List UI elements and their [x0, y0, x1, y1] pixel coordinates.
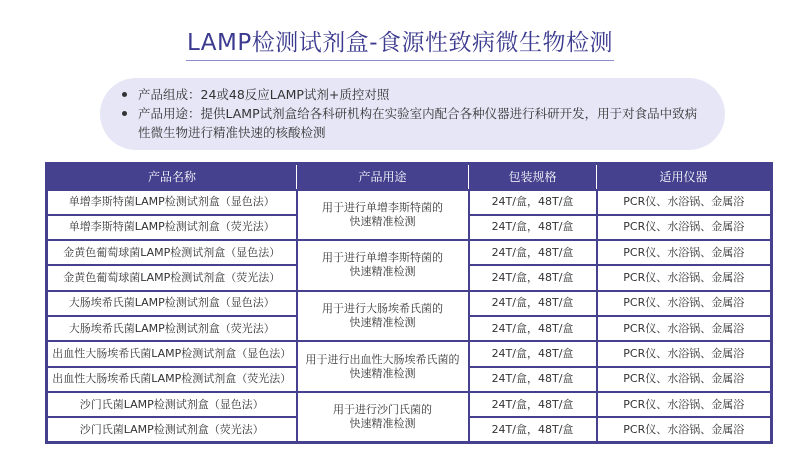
page-title: LAMP检测试剂盒-食源性致病微生物检测: [186, 30, 614, 56]
header-product-name: 产品名称: [47, 164, 297, 190]
table-row: [47, 190, 772, 215]
product-use-cell: [297, 392, 469, 443]
package-spec-cell: 24T/盒，48T/盒: [469, 341, 597, 366]
package-spec-cell: 24T/盒，48T/盒: [469, 240, 597, 265]
header-package-spec: 包装规格: [469, 164, 597, 190]
product-use-line: 用于进行沙门氏菌的: [333, 402, 432, 416]
product-name-cell: 大肠埃希氏菌LAMP检测试剂盒（荧光法）: [47, 316, 297, 341]
instrument-cell: PCR仪、水浴锅、金属浴: [597, 392, 772, 417]
package-spec-cell: 24T/盒，48T/盒: [469, 417, 597, 442]
product-name-cell: 大肠埃希氏菌LAMP检测试剂盒（显色法）: [47, 291, 297, 316]
bullet-icon: [122, 92, 127, 97]
product-use-cell: [297, 291, 469, 342]
instrument-cell: PCR仪、水浴锅、金属浴: [597, 190, 772, 215]
instrument-cell: PCR仪、水浴锅、金属浴: [597, 417, 772, 442]
product-purpose-item: [138, 104, 705, 142]
table-header-row: [47, 164, 772, 190]
instrument-cell: PCR仪、水浴锅、金属浴: [597, 341, 772, 366]
title-underline: [186, 60, 614, 61]
product-name-cell: 沙门氏菌LAMP检测试剂盒（荧光法）: [47, 417, 297, 442]
table-row: [47, 291, 772, 316]
table-row: [47, 341, 772, 366]
instrument-cell: PCR仪、水浴锅、金属浴: [597, 291, 772, 316]
package-spec-cell: 24T/盒，48T/盒: [469, 367, 597, 392]
product-use-line: 用于进行大肠埃希氏菌的: [322, 301, 443, 315]
product-name-cell: 出血性大肠埃希氏菌LAMP检测试剂盒（荧光法）: [47, 367, 297, 392]
product-name-cell: 沙门氏菌LAMP检测试剂盒（显色法）: [47, 392, 297, 417]
product-info-box: [100, 78, 725, 150]
product-name-cell: 单增李斯特菌LAMP检测试剂盒（显色法）: [47, 190, 297, 215]
package-spec-cell: 24T/盒，48T/盒: [469, 316, 597, 341]
instrument-cell: PCR仪、水浴锅、金属浴: [597, 316, 772, 341]
product-use-line: 快速精准检测: [349, 265, 416, 279]
product-info-list: [138, 85, 705, 142]
instrument-cell: PCR仪、水浴锅、金属浴: [597, 215, 772, 240]
header-product-use: 产品用途: [297, 164, 469, 190]
product-name-cell: 出血性大肠埃希氏菌LAMP检测试剂盒（显色法）: [47, 341, 297, 366]
product-name-cell: 金黄色葡萄球菌LAMP检测试剂盒（显色法）: [47, 240, 297, 265]
table-row: [47, 392, 772, 417]
instrument-cell: PCR仪、水浴锅、金属浴: [597, 367, 772, 392]
product-use-line: 快速精准检测: [349, 366, 416, 380]
product-use-cell: [297, 190, 469, 241]
product-composition-item: [138, 85, 705, 104]
package-spec-cell: 24T/盒，48T/盒: [469, 215, 597, 240]
product-use-cell: [297, 341, 469, 392]
instrument-cell: PCR仪、水浴锅、金属浴: [597, 265, 772, 290]
product-use-line: 用于进行单增李斯特菌的: [322, 251, 443, 265]
package-spec-cell: 24T/盒，48T/盒: [469, 392, 597, 417]
package-spec-cell: 24T/盒，48T/盒: [469, 265, 597, 290]
product-use-line: 用于进行出血性大肠埃希氏菌的: [305, 352, 460, 366]
product-use-line: 快速精准检测: [349, 315, 416, 329]
product-use-cell: [297, 240, 469, 291]
product-name-cell: 单增李斯特菌LAMP检测试剂盒（荧光法）: [47, 215, 297, 240]
package-spec-cell: 24T/盒，48T/盒: [469, 291, 597, 316]
product-table: [45, 162, 773, 444]
product-use-line: 用于进行单增李斯特菌的: [322, 200, 443, 214]
package-spec-cell: 24T/盒，48T/盒: [469, 190, 597, 215]
product-composition-text: 产品组成：24或48反应LAMP试剂+质控对照: [138, 87, 390, 102]
table-row: [47, 240, 772, 265]
bullet-icon: [122, 111, 127, 116]
product-use-line: 快速精准检测: [349, 416, 416, 430]
product-name-cell: 金黄色葡萄球菌LAMP检测试剂盒（荧光法）: [47, 265, 297, 290]
header-instrument: 适用仪器: [597, 164, 772, 190]
instrument-cell: PCR仪、水浴锅、金属浴: [597, 240, 772, 265]
product-use-line: 快速精准检测: [349, 214, 416, 228]
product-purpose-text: 产品用途：提供LAMP试剂盒给各科研机构在实验室内配合各种仪器进行科研开发，用于对食品中致病性微生物进行精准快速的核酸检测: [138, 106, 698, 140]
